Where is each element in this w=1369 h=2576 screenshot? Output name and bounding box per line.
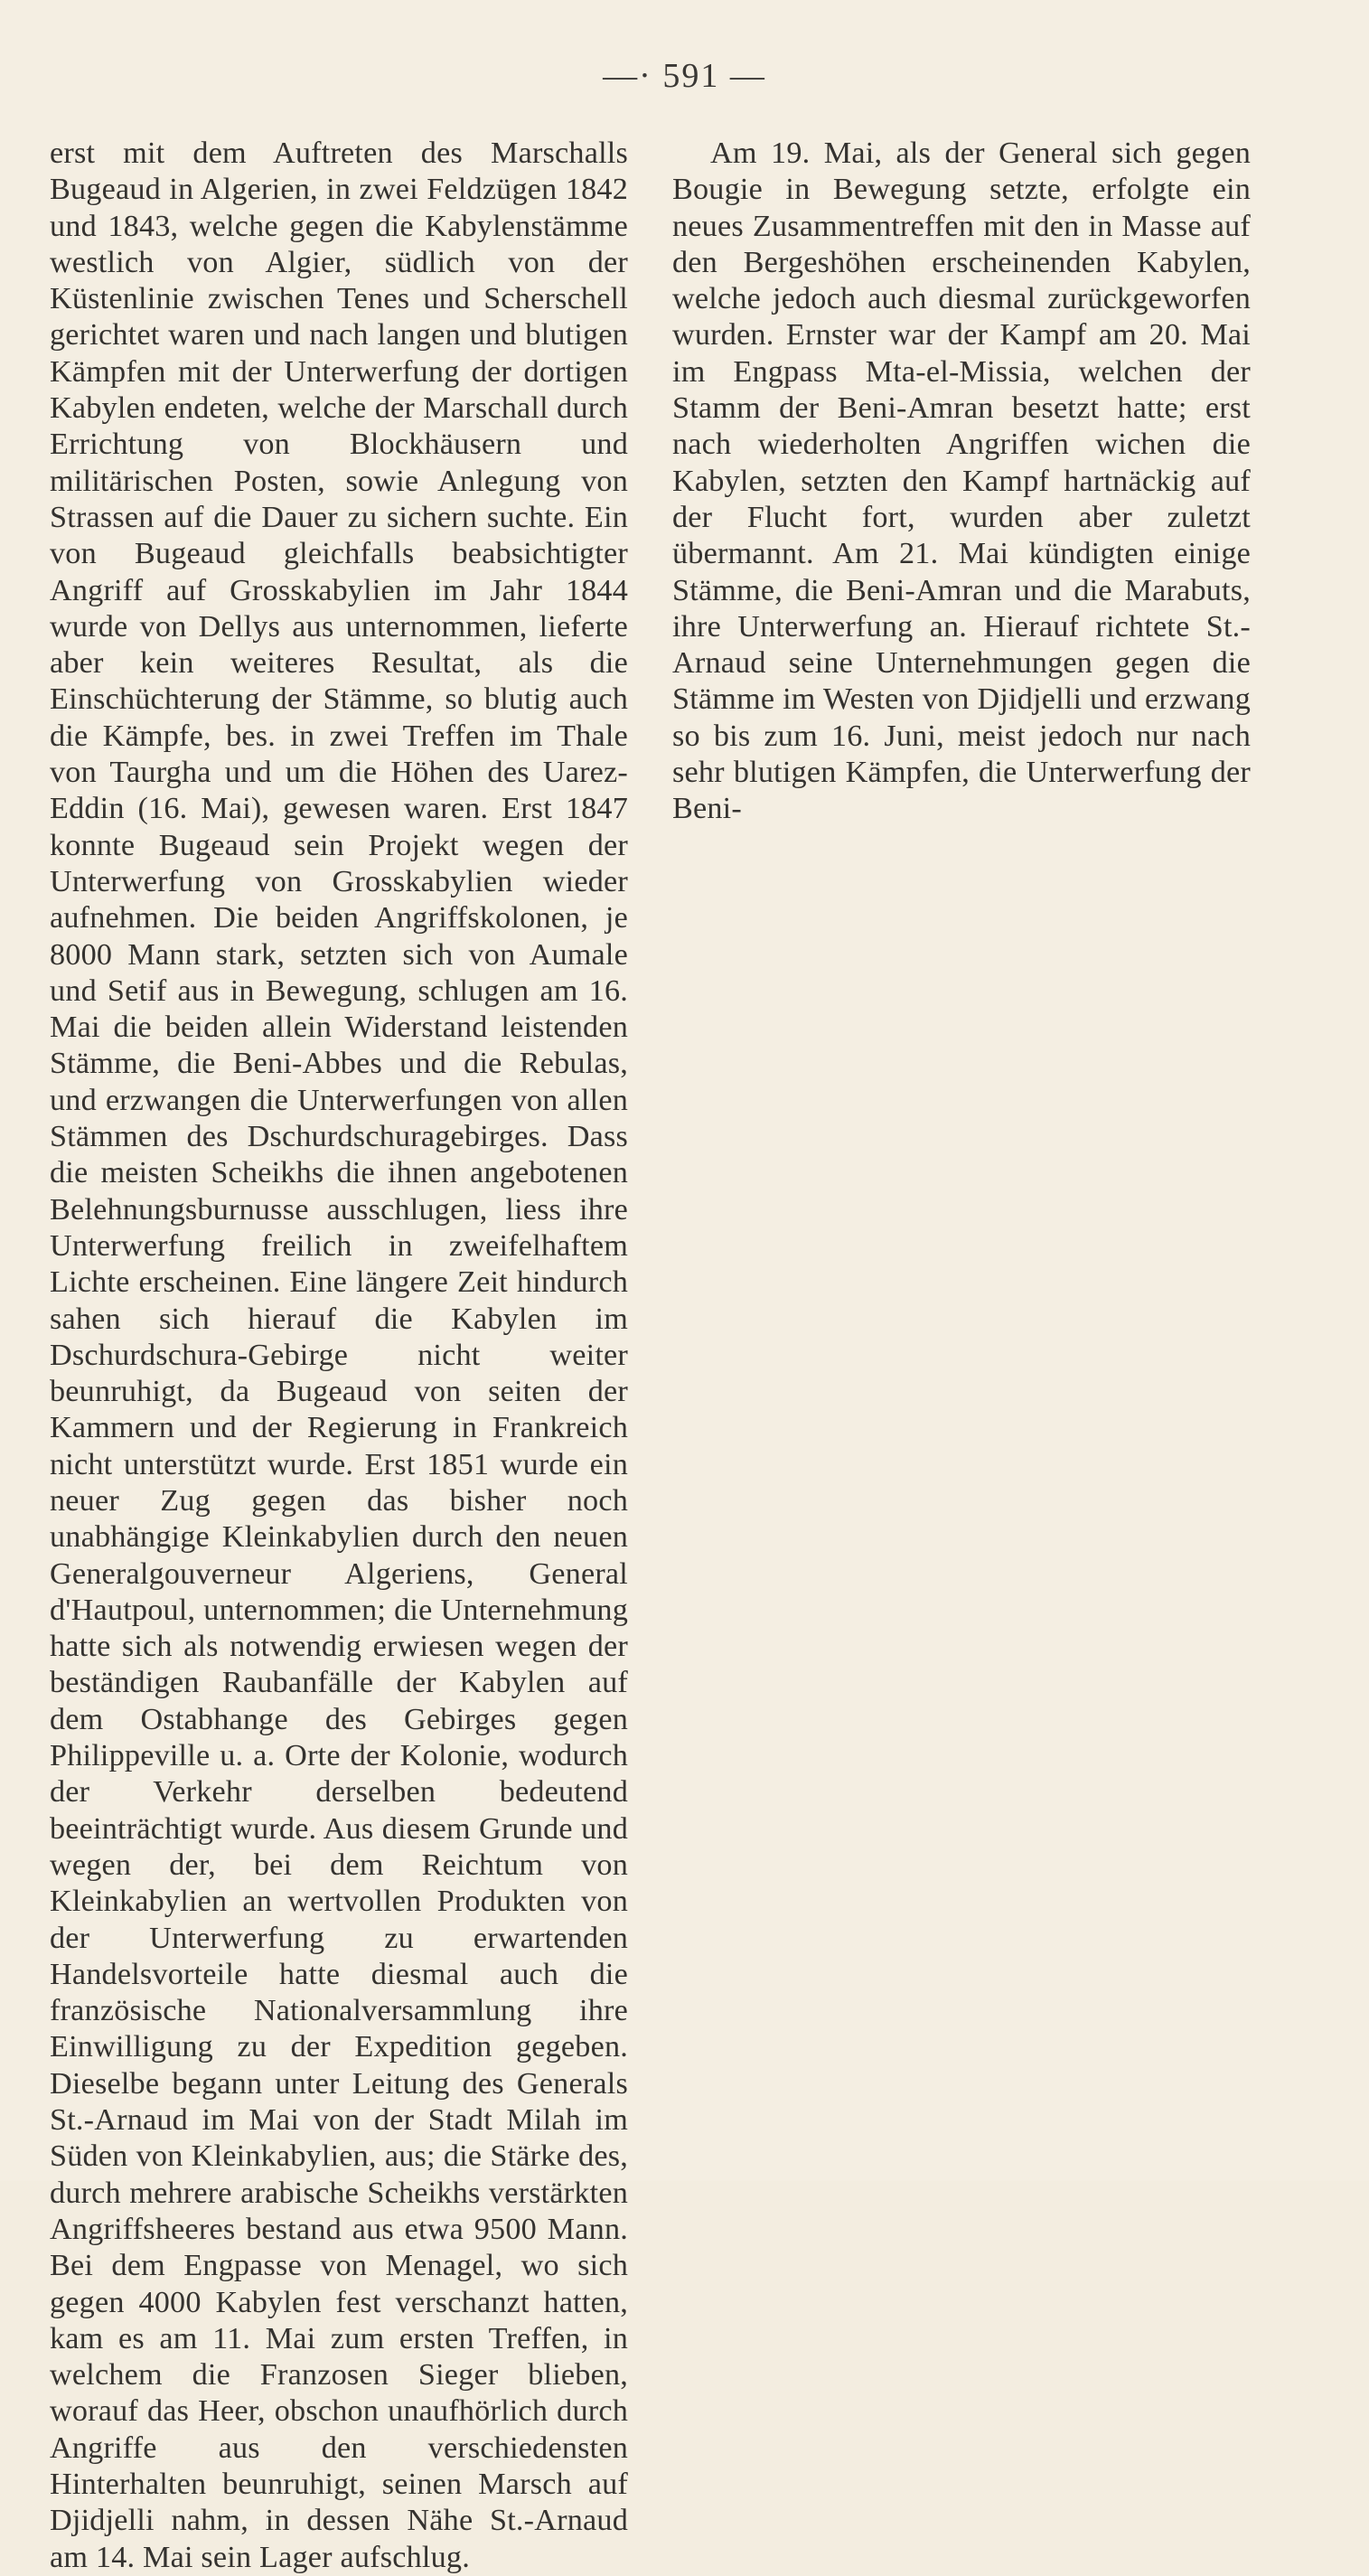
page-number: —· 591 — xyxy=(603,57,766,95)
text-column-left xyxy=(50,136,628,2576)
paragraph-right-1: Am 19. Mai, als der General sich gegen Bougie in Bewegung setzte, erfolgte ein neues Zusammentreffen mit den in Masse auf den Bergeshöhen erscheinenden Kabylen, welche jedoch auch diesmal zurückgeworfen wurden. Ernster war der Kampf am 20. Mai im Engpass Mta-el-Missia, welchen der Stamm der Beni-Amran besetzt hatte; erst nach wiederholten Angriffen wichen die Kabylen, setzten den Kampf hartnäckig auf der Flucht fort, wurden aber zuletzt übermannt. Am 21. Mai kündigten einige Stämme, die Beni-Amran und die Marabuts, ihre Unterwerfung an. Hierauf richtete St.-Arnaud seine Unternehmungen gegen die Stämme im Westen von Djidjelli und erzwang so bis zum 16. Juni, meist jedoch nur nach sehr blutigen Kämpfen, die Unterwerfung der Beni- xyxy=(672,136,1251,826)
paragraph-left-1: erst mit dem Auftreten des Marschalls Bugeaud in Algerien, in zwei Feldzügen 1842 und 1843, welche gegen die Kabylenstämme westlich von Algier, südlich von der Küstenlinie zwischen Tenes und Scherschell gerichtet waren und nach langen und blutigen Kämpfen mit der Unterwerfung der dortigen Kabylen endeten, welche der Marschall durch Errichtung von Blockhäusern und militärischen Posten, sowie Anlegung von Strassen auf die Dauer zu sichern suchte. Ein von Bugeaud gleichfalls beabsichtigter Angriff auf Grosskabylien im Jahr 1844 wurde von Dellys aus unternommen, lieferte aber kein weiteres Resultat, als die Einschüchterung der Stämme, so blutig auch die Kämpfe, bes. in zwei Treffen im Thale von Taurgha und um die Höhen des Uarez-Eddin (16. Mai), gewesen waren. Erst 1847 konnte Bugeaud sein Projekt wegen der Unterwerfung von Grosskabylien wieder aufnehmen. Die beiden Angriffskolonen, je 8000 Mann stark, setzten sich von Aumale und Setif aus in Bewegung, schlugen am 16. Mai die beiden allein Widerstand leistenden Stämme, die Beni-Abbes und die Rebulas, und erzwangen die Unterwerfungen von allen Stämmen des Dschurdschuragebirges. Dass die meisten Scheikhs die ihnen angebotenen Belehnungsburnusse ausschlugen, liess ihre Unterwerfung freilich in zweifelhaftem Lichte erscheinen. Eine längere Zeit hindurch sahen sich hierauf die Kabylen im Dschurdschura-Gebirge nicht weiter beunruhigt, da Bugeaud von seiten der Kammern und der Regierung in Frankreich nicht unterstützt wurde. Erst 1851 wurde ein neuer Zug gegen das bisher noch unabhängige Kleinkabylien durch den neuen Generalgouverneur Algeriens, General d'Hautpoul, unternommen; die Unternehmung hatte sich als notwendig erwiesen wegen der beständigen Raubanfälle der Kabylen auf dem Ostabhange des Gebirges gegen Philippeville u. a. Orte der Kolonie, wodurch der Verkehr derselben bedeutend beeinträchtigt wurde. Aus diesem Grunde und wegen der, bei dem Reichtum von Kleinkabylien an wertvollen Produkten von der Unterwerfung zu erwartenden Handelsvorteile hatte diesmal auch die französische Nationalversammlung ihre Einwilligung zu der Expedition gegeben. Dieselbe begann unter Leitung des Generals St.-Arnaud im Mai von der Stadt Milah im Süden von Kleinkabylien, aus; die Stärke des, durch mehrere arabische Scheikhs verstärkten Angriffsheeres bestand aus etwa 9500 Mann. Bei dem Engpasse von Menagel, wo sich gegen 4000 Kabylen fest verschanzt hatten, kam es am 11. Mai zum ersten Treffen, in welchem die Franzosen Sieger blieben, worauf das Heer, obschon unaufhörlich durch Angriffe aus den verschiedensten Hinterhalten beunruhigt, seinen Marsch auf Djidjelli nahm, in dessen Nähe St.-Arnaud am 14. Mai sein Lager aufschlug. xyxy=(50,136,628,2574)
text-column-right xyxy=(672,136,1251,828)
